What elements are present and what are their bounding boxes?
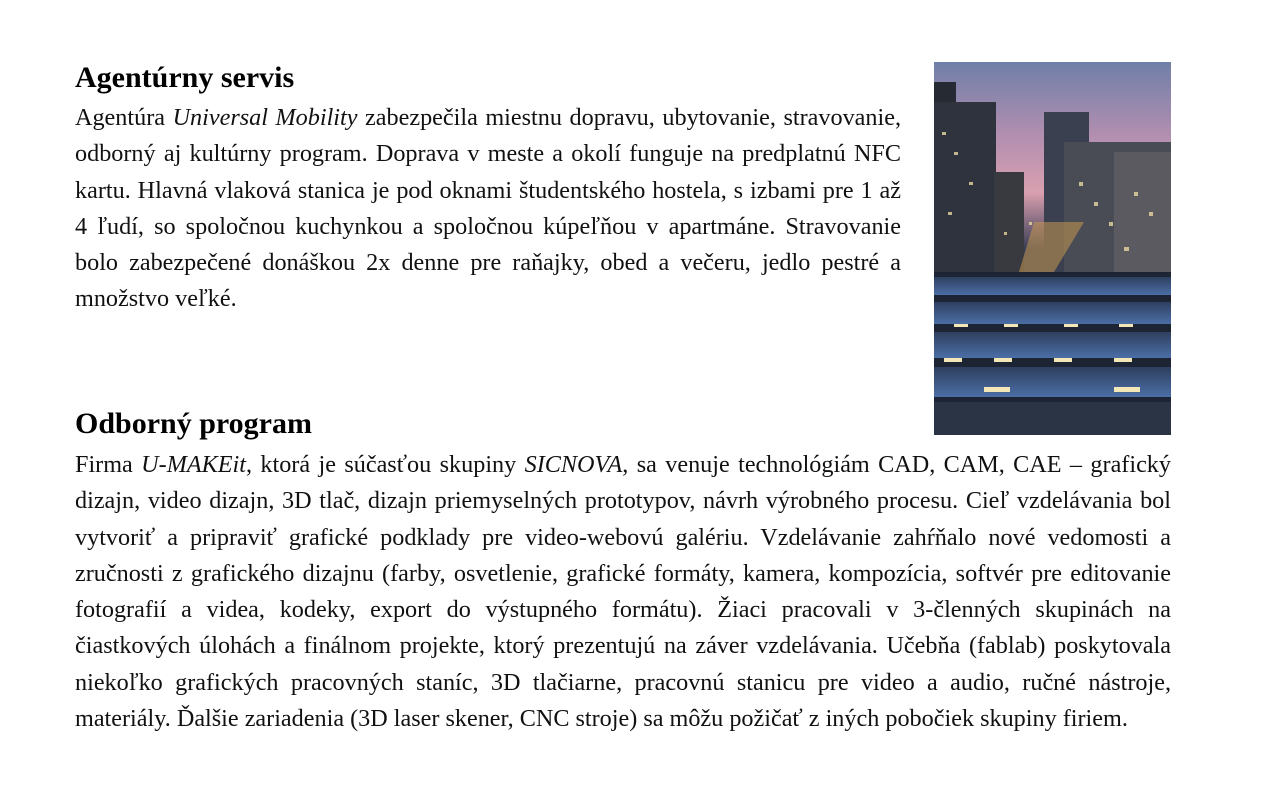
group-name-emphasis: SICNOVA (524, 451, 623, 478)
company-name-emphasis: U-MAKEit (141, 451, 246, 478)
program-paragraph (75, 447, 1171, 737)
photo-illustration (934, 62, 1171, 435)
agency-paragraph (75, 100, 901, 318)
agency-text-rest: zabezpečila miestnu dopravu, ubytovanie, stravovanie, odborný aj kultúrny program. Doprava v meste a okolí funguje na predplatnú NFC kartu. Hlavná vlaková stanica je pod oknami študentského hostela, s izbami pre 1 až 4 ľudí, so spoločnou kuchynkou a spoločnou kúpeľňou v apartmáne. Stravovanie bolo zabezpečené donáškou 2x denne pre raňajky, obed a večeru, jedlo pestré a množstvo veľké. (75, 104, 901, 313)
program-text-3: , sa venuje technológiám CAD, CAM, CAE – grafický dizajn, video dizajn, 3D tlač, dizajn priemyselných prototypov, návrh výrobného procesu. Cieľ vzdelávania bol vytvoriť a pripraviť grafické podklady pre video-webovú galériu. Vzdelávanie zahŕňalo nové vedomosti a zručnosti z grafického dizajnu (farby, osvetlenie, grafické formáty, kamera, kompozícia, softvér pre editovanie fotografií a videa, kodeky, export do výstupného formátu). Žiaci pracovali v 3-členných skupinách na čiastkových úlohách a finálnom projekte, ktorý prezentujú na záver vzdelávania. Učebňa (fablab) poskytovala niekoľko grafických pracovných staníc, 3D tlačiarne, pracovnú stanicu pre video a audio, ručné nástroje, materiály. Ďalšie zariadenia (3D laser skener, CNC stroje) sa môžu požičať z iných pobočiek skupiny firiem. (75, 451, 1171, 733)
program-text-2: , ktorá je súčasťou skupiny (245, 451, 525, 478)
section-professional-program (75, 402, 1171, 737)
city-street-photo (934, 62, 1171, 435)
document-page (75, 56, 1171, 733)
section-agency-service (75, 56, 1171, 318)
section-heading-program: Odborný program (75, 407, 312, 440)
program-text-1: Firma (75, 451, 142, 478)
agency-text-start: Agentúra (75, 104, 173, 131)
section-heading-agency: Agentúrny servis (75, 61, 295, 94)
agency-name-emphasis: Universal Mobility (172, 104, 358, 131)
